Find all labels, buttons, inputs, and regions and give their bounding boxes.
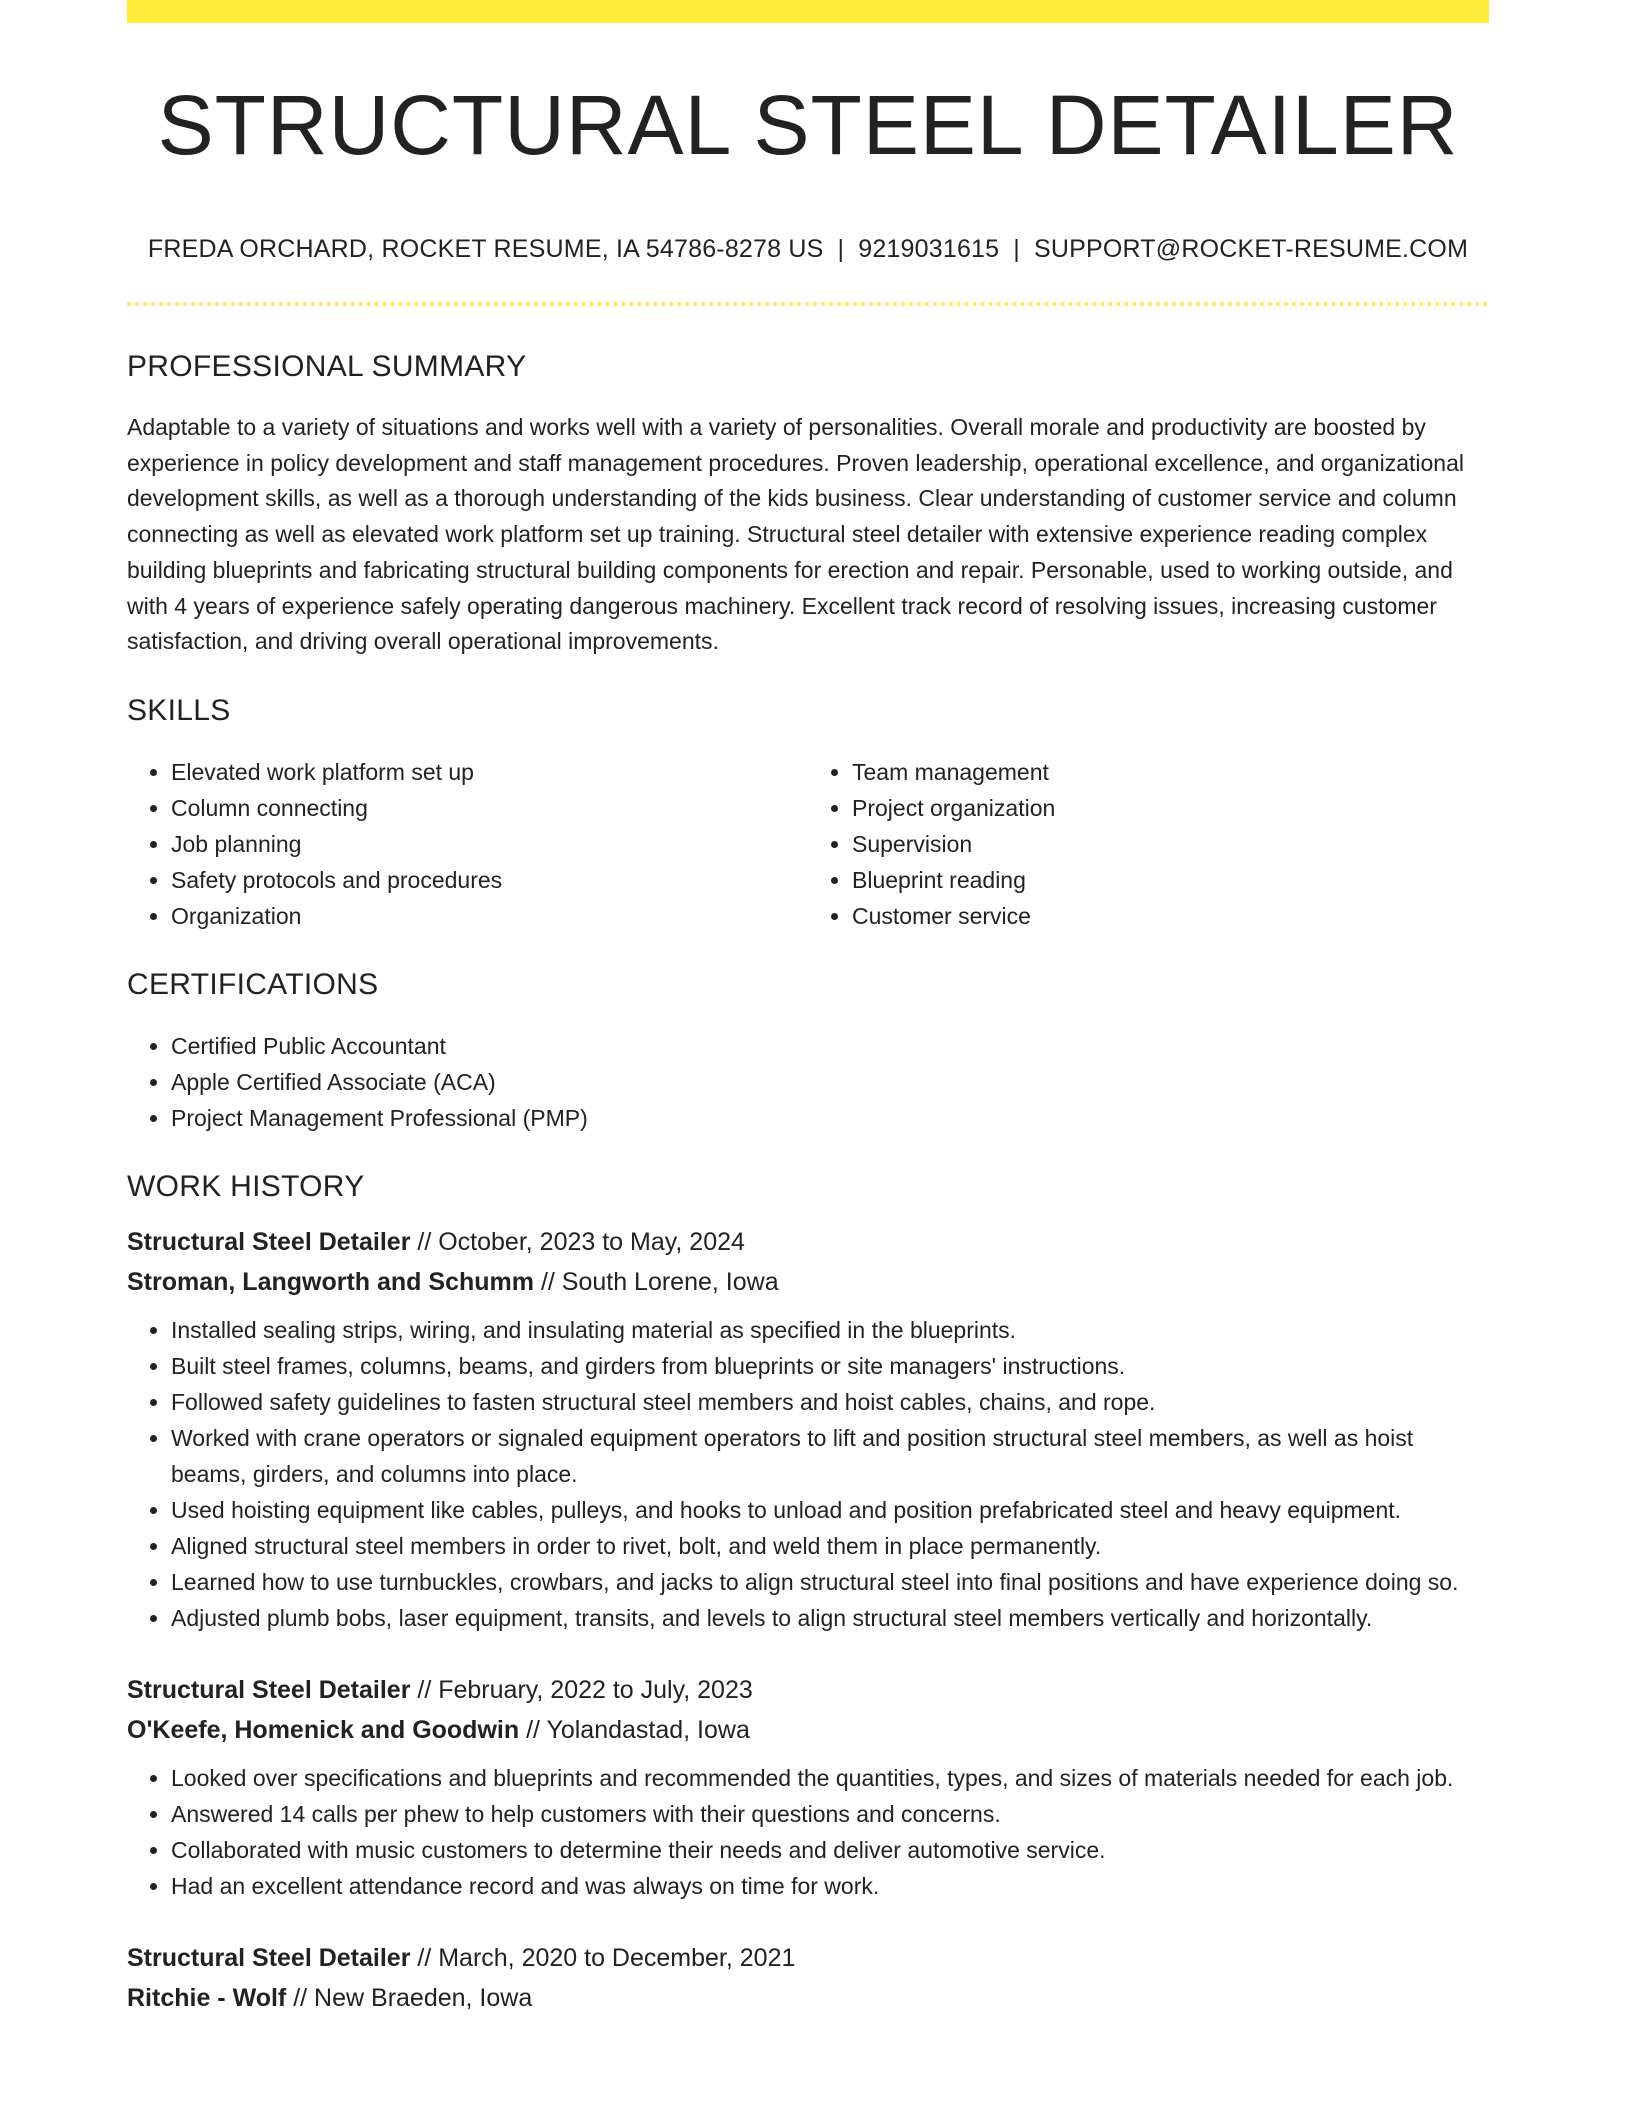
skills-heading: SKILLS [127,693,231,727]
job-company: O'Keefe, Homenick and Goodwin [127,1715,520,1744]
job-bullet: • Built steel frames, columns, beams, and girders from blueprints or site managers' instructions. [171,1348,1489,1384]
skill-item: • Elevated work platform set up [171,754,808,790]
dotted-divider [127,302,1489,306]
skill-item: • Customer service [852,898,1489,934]
job-bullet: • Looked over specifications and blueprints and recommended the quantities, types, and sizes of materials needed for each job. [171,1760,1489,1796]
job-company-line [127,1262,1489,1302]
summary-heading: PROFESSIONAL SUMMARY [127,350,527,383]
certifications-list [127,1028,1489,1136]
job-title-line [127,1670,1489,1710]
skills-list-right [808,754,1489,934]
job-position: Structural Steel Detailer [127,1227,411,1256]
skill-item: • Supervision [852,826,1489,862]
job-entry [127,1938,1489,2018]
job-title-line [127,1938,1489,1978]
job-entry [127,1670,1489,1904]
job-title-line [127,1222,1489,1262]
certification-item: • Project Management Professional (PMP) [171,1100,1489,1136]
job-location: // Yolandastad, Iowa [526,1715,750,1744]
job-company-line [127,1710,1489,1750]
job-bullet: • Installed sealing strips, wiring, and insulating material as specified in the blueprints. [171,1312,1489,1348]
job-location: // New Braeden, Iowa [293,1983,533,2012]
job-title: STRUCTURAL STEEL DETAILER [157,78,1459,172]
job-bullet: • Collaborated with music customers to determine their needs and deliver automotive service. [171,1832,1489,1868]
job-position: Structural Steel Detailer [127,1943,411,1972]
summary-text: Adaptable to a variety of situations and works well with a variety of personalities. Overall morale and productivity are boosted by experience in policy development and staff management procedures. Proven leadership, operational excellence, and organizational development skills, as well as a thorough understanding of the kids business. Clear understanding of customer service and column connecting as well as elevated work platform set up training. Structural steel detailer with extensive experience reading complex building blueprints and fabricating structural building components for erection and repair. Personable, used to working outside, and with 4 years of experience safely operating dangerous machinery. Excellent track record of resolving issues, increasing customer satisfaction, and driving overall operational improvements. [127,414,1464,655]
job-bullet: • Had an excellent attendance record and was always on time for work. [171,1868,1489,1904]
job-position: Structural Steel Detailer [127,1675,411,1704]
job-bullet: • Answered 14 calls per phew to help customers with their questions and concerns. [171,1796,1489,1832]
skill-item: • Team management [852,754,1489,790]
resume-page [127,0,1489,2052]
certifications-heading: CERTIFICATIONS [127,967,379,1001]
job-dates: // October, 2023 to May, 2024 [417,1227,745,1256]
job-company-line [127,1978,1489,2018]
job-bullet: • Aligned structural steel members in order to rivet, bolt, and weld them in place permanently. [171,1528,1489,1564]
skill-item: • Safety protocols and procedures [171,862,808,898]
skills-list-left [127,754,808,934]
job-entry [127,1222,1489,1636]
job-bullet: • Used hoisting equipment like cables, pulleys, and hooks to unload and position prefabricated steel and heavy equipment. [171,1492,1489,1528]
job-company: Stroman, Langworth and Schumm [127,1267,534,1296]
job-dates: // March, 2020 to December, 2021 [417,1943,796,1972]
contact-address: FREDA ORCHARD, ROCKET RESUME, IA 54786-8278 US [147,235,824,263]
job-bullets [127,1312,1489,1636]
work-history-heading: WORK HISTORY [127,1169,365,1203]
accent-top-bar [127,0,1489,23]
job-dates: // February, 2022 to July, 2023 [417,1675,753,1704]
skill-item: • Blueprint reading [852,862,1489,898]
job-bullet: • Followed safety guidelines to fasten structural steel members and hoist cables, chains, and rope. [171,1384,1489,1420]
job-bullets [127,1760,1489,1904]
contact-separator: | [1013,235,1020,263]
certification-item: • Apple Certified Associate (ACA) [171,1064,1489,1100]
skill-item: • Column connecting [171,790,808,826]
job-bullet: • Adjusted plumb bobs, laser equipment, transits, and levels to align structural steel members vertically and horizontally. [171,1600,1489,1636]
job-location: // South Lorene, Iowa [540,1267,779,1296]
skill-item: • Job planning [171,826,808,862]
certification-item: • Certified Public Accountant [171,1028,1489,1064]
skill-item: • Project organization [852,790,1489,826]
job-bullet: • Worked with crane operators or signaled equipment operators to lift and position structural steel members, as well as hoist beams, girders, and columns into place. [171,1420,1489,1492]
job-company: Ritchie - Wolf [127,1983,287,2012]
contact-phone: 9219031615 [858,235,1000,263]
contact-line [127,235,1489,264]
skills-columns [127,754,1489,934]
job-bullet: • Learned how to use turnbuckles, crowbars, and jacks to align structural steel into final positions and have experience doing so. [171,1564,1489,1600]
contact-separator: | [837,235,845,263]
skill-item: • Organization [171,898,808,934]
contact-email: SUPPORT@ROCKET-RESUME.COM [1033,235,1469,263]
